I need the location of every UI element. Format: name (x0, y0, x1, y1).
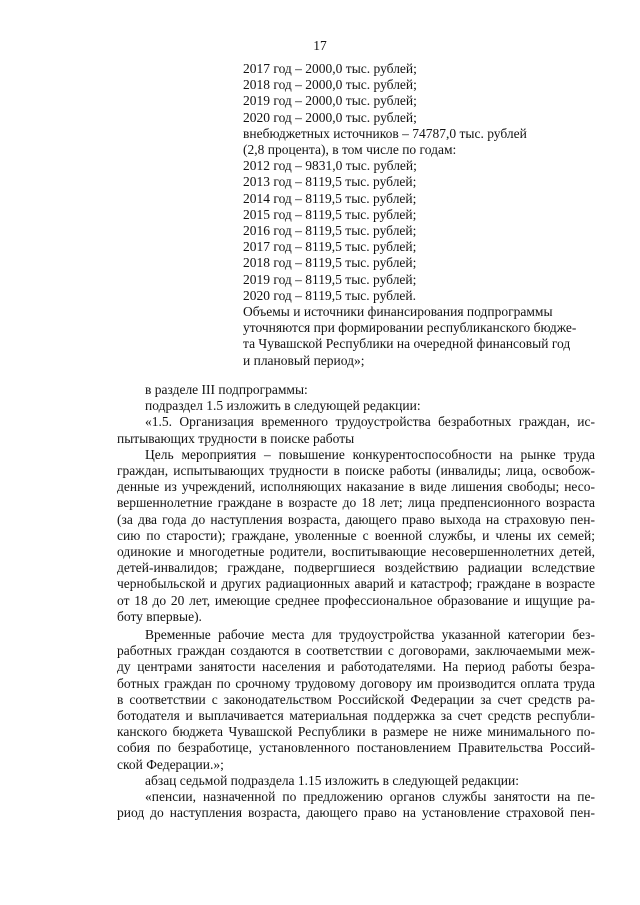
funding-year-line: 2020 год – 8119,5 тыс. рублей. (243, 287, 417, 303)
funding-note-line: и плановый период»; (243, 352, 365, 368)
jobs-line: в соответствии с законодательством Российской Федерации за счет средств ра- (117, 691, 595, 707)
funding-year-line: 2016 год – 8119,5 тыс. рублей; (243, 223, 417, 239)
jobs-line: собия по безработице, установленного постановлением Правительства Россий- (117, 740, 595, 756)
goal-line: боту впервые). (117, 608, 202, 624)
funding-year-line: 2017 год – 2000,0 тыс. рублей; (243, 61, 417, 76)
subsection-line: подраздел 1.5 изложить в следующей редакции: (145, 398, 421, 414)
jobs-line: ской Федерации.»; (117, 756, 224, 772)
goal-line: Цель мероприятия – повышение конкурентоспособности на рынке труда (145, 446, 595, 462)
heading-line: пытывающих трудности в поиске работы (117, 430, 355, 446)
pension-line: риод до наступления возраста, дающего право на установление страховой пен- (117, 805, 595, 821)
goal-line: вершеннолетние граждане в возрасте до 18 лет; лица предпенсионного возраста (117, 495, 595, 511)
funding-year-line: 2020 год – 2000,0 тыс. рублей; (243, 109, 417, 125)
funding-note-line: Объемы и источники финансирования подпрограммы (243, 304, 553, 320)
goal-line: граждан, испытывающих трудности в поиске работы (инвалиды; лица, освобож- (117, 463, 595, 479)
funding-year-line: 2017 год – 8119,5 тыс. рублей; (243, 239, 417, 255)
extra-budget-line: внебюджетных источников – 74787,0 тыс. рублей (243, 125, 527, 141)
funding-note-line: та Чувашской Республики на очередной финансовый год (243, 336, 571, 352)
pension-line: «пенсии, назначенной по предложению органов службы занятости на пе- (145, 789, 595, 805)
funding-year-line: 2015 год – 8119,5 тыс. рублей; (243, 206, 417, 222)
extra-budget-line: (2,8 процента), в том числе по годам: (243, 142, 457, 158)
funding-year-line: 2018 год – 8119,5 тыс. рублей; (243, 255, 417, 271)
paragraph7-line: абзац седьмой подраздела 1.15 изложить в следующей редакции: (145, 772, 520, 788)
jobs-line: ботодателя и выплачивается материальная поддержка за счет средств республи- (117, 708, 595, 724)
funding-year-line: 2013 год – 8119,5 тыс. рублей; (243, 174, 417, 190)
funding-year-line: 2019 год – 2000,0 тыс. рублей; (243, 93, 417, 109)
goal-line: одинокие и многодетные родители, воспитывающие несовершеннолетних детей, (117, 544, 595, 560)
funding-year-line: 2012 год – 9831,0 тыс. рублей; (243, 158, 417, 174)
goal-line: (за два года до наступления возраста, дающего право выхода на страховую пен- (117, 511, 595, 527)
funding-block (243, 61, 595, 369)
jobs-line: ботных граждан по срочному трудовому договору им производится оплата труда (117, 675, 595, 691)
jobs-line: работных граждан создаются в соответствии с договорами, заключаемыми меж- (117, 643, 595, 659)
funding-note-line: уточняются при формировании республиканского бюдже- (243, 320, 577, 336)
goal-line: денные из учреждений, исполняющих наказание в виде лишения свободы; несо- (117, 479, 595, 495)
goal-line: детей-инвалидов; граждане, подвергшиеся воздействию радиации вследствие (117, 560, 595, 576)
page-number: 17 (313, 38, 327, 53)
funding-year-line: 2019 год – 8119,5 тыс. рублей; (243, 271, 417, 287)
goal-line: от 18 до 20 лет, имеющие среднее профессиональное образование и ищущие ра- (117, 592, 595, 608)
goal-line: чернобыльской и других радиационных аварий и катастроф; граждане в возрасте (117, 576, 595, 592)
heading-line: «1.5. Организация временного трудоустройства безработных граждан, ис- (145, 414, 595, 430)
jobs-line: Временные рабочие места для трудоустройства указанной категории без- (145, 627, 595, 643)
funding-year-line: 2014 год – 8119,5 тыс. рублей; (243, 190, 417, 206)
goal-line: сию по старости); граждане, уволенные с военной службы, и члены их семей; (117, 527, 595, 543)
jobs-line: канского бюджета Чувашской Республики в размере не ниже минимального по- (117, 724, 595, 740)
section-line: в разделе III подпрограммы: (145, 382, 308, 397)
funding-year-line: 2018 год – 2000,0 тыс. рублей; (243, 77, 417, 93)
jobs-line: ду центрами занятости населения и работодателями. На период работы безра- (117, 659, 595, 675)
main-text (117, 382, 595, 821)
